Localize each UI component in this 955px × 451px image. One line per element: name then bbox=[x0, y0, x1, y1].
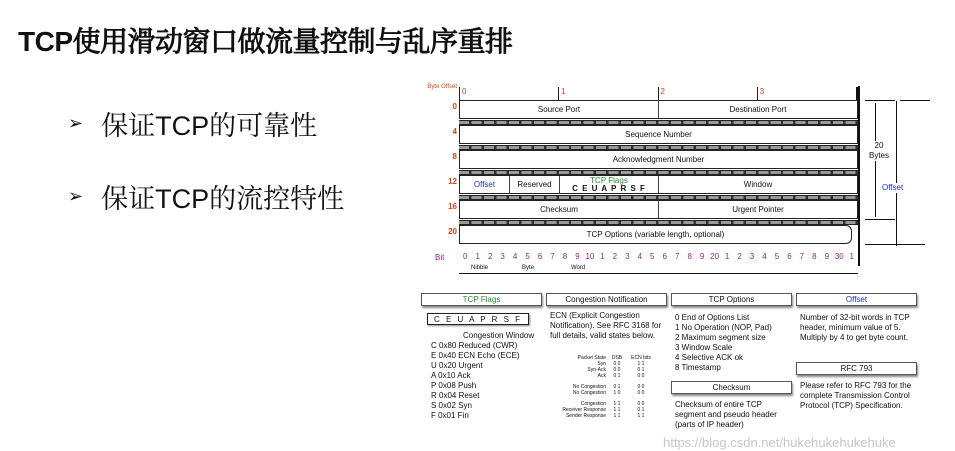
ecn-cell: 0 0 bbox=[637, 401, 645, 407]
legend-options-header: TCP Options bbox=[671, 293, 792, 306]
ecn-cell: Ack bbox=[597, 373, 606, 379]
ecn-row bbox=[550, 413, 665, 419]
field-tcp-flags bbox=[560, 176, 659, 193]
flag-item: P 0x08 Push bbox=[431, 381, 477, 390]
bracket-20-bytes bbox=[865, 100, 895, 220]
field-sequence-number: Sequence Number bbox=[625, 130, 692, 139]
ecn-cell: No Congestion bbox=[572, 384, 606, 390]
tcp-flag-letters: C E U A P R S F bbox=[572, 183, 646, 193]
option-item: 2 Maximum segment size bbox=[675, 333, 766, 342]
label-20-bytes: 20 Bytes bbox=[865, 141, 893, 161]
tcp-flags-label: TCP Flags bbox=[590, 175, 628, 185]
ecn-cell: Congestion bbox=[580, 401, 606, 407]
offset-label: 20 bbox=[448, 227, 457, 236]
legend-rfc-text: Please refer to RFC 793 for the complete Transmission Control Protocol (TCP) Specification. bbox=[800, 381, 912, 410]
bit-number: 4 bbox=[762, 252, 767, 261]
bullet-text: 保证TCP的可靠性 bbox=[101, 111, 318, 141]
bit-number: 30 bbox=[834, 252, 844, 261]
bullet-flow-control bbox=[68, 177, 344, 216]
flag-item: U 0x20 Urgent bbox=[431, 361, 483, 370]
row-ports bbox=[459, 100, 858, 119]
byte-col: 1 bbox=[558, 87, 657, 101]
legend-flag-letters: C E U A P R S F bbox=[427, 313, 529, 325]
ecn-cell: Syn-Ack bbox=[587, 367, 606, 373]
unit-nibble: Nibble bbox=[471, 265, 489, 271]
field-offset: Offset bbox=[460, 176, 510, 193]
bit-number: 7 bbox=[799, 252, 805, 261]
ecn-cell: 0 0 bbox=[637, 390, 645, 396]
option-item: 0 End of Options List bbox=[675, 313, 750, 322]
flag-item: F 0x01 Fin bbox=[431, 411, 469, 420]
unit-byte: Byte bbox=[522, 265, 535, 271]
ecn-cell: ECN bits bbox=[631, 355, 651, 361]
flag-item: C 0x80 Reduced (CWR) bbox=[431, 341, 518, 350]
offset-label: 16 bbox=[448, 202, 457, 211]
ecn-cell: Packet State bbox=[577, 355, 606, 361]
byte-offset-label: Byte Offset bbox=[427, 84, 457, 90]
row-checksum bbox=[459, 200, 858, 219]
arrow-bullet-icon: ➢ bbox=[68, 186, 84, 206]
ecn-cell: 1 1 bbox=[637, 413, 645, 419]
bullet-text: 保证TCP的流控特性 bbox=[101, 184, 345, 214]
bit-number: 1 bbox=[849, 252, 854, 261]
bit-number: 1 bbox=[475, 252, 480, 261]
tcp-header-diagram bbox=[425, 82, 935, 282]
ecn-cell: 1 1 bbox=[637, 361, 645, 367]
offset-label: 4 bbox=[452, 127, 457, 136]
field-checksum: Checksum bbox=[460, 201, 659, 218]
ecn-cell: 0 1 bbox=[613, 373, 621, 379]
bit-number: 7 bbox=[674, 252, 680, 261]
bracket-bottom bbox=[865, 244, 925, 245]
legend-offset-header: Offset bbox=[796, 293, 917, 306]
ecn-state-table bbox=[550, 355, 665, 419]
legend-flags-list bbox=[431, 341, 519, 421]
ecn-cell: 0 1 bbox=[637, 367, 645, 373]
option-item: 8 Timestamp bbox=[675, 363, 721, 372]
row-sequence bbox=[459, 125, 858, 144]
ecn-cell: DSB bbox=[611, 355, 623, 361]
row-ack bbox=[459, 150, 858, 169]
option-item: 3 Window Scale bbox=[675, 343, 733, 352]
bit-number: 3 bbox=[625, 252, 630, 261]
right-border bbox=[858, 86, 860, 266]
bit-number: 1 bbox=[600, 252, 605, 261]
field-ack-number: Acknowledgment Number bbox=[612, 155, 705, 164]
ecn-cell: 0 1 bbox=[613, 384, 621, 390]
bit-number: 9 bbox=[575, 252, 580, 261]
field-urgent-pointer: Urgent Pointer bbox=[732, 205, 784, 214]
ecn-cell: 0 1 bbox=[637, 407, 645, 413]
flag-item: S 0x02 Syn bbox=[431, 401, 472, 410]
bracket-offset bbox=[882, 100, 930, 245]
ecn-cell: Sender Response bbox=[565, 413, 606, 419]
legend-checksum-text: Checksum of entire TCP segment and pseudo header (parts of IP header) bbox=[675, 400, 777, 429]
bit-number: 9 bbox=[699, 252, 705, 261]
bit-number: 5 bbox=[650, 252, 655, 261]
bit-number: 2 bbox=[737, 252, 742, 261]
ecn-cell: 1 0 bbox=[613, 390, 621, 396]
bit-number: 2 bbox=[612, 252, 618, 261]
byte-col: 3 bbox=[757, 87, 858, 101]
arrow-line bbox=[896, 101, 897, 246]
legend-congestion-text: ECN (Explicit Congestion Notification). See RFC 3168 for full details, valid states below. bbox=[550, 311, 662, 340]
offset-label: 8 bbox=[452, 152, 457, 161]
ecn-cell: No Congestion bbox=[572, 390, 606, 396]
bullet-reliability bbox=[68, 104, 317, 143]
option-item: 4 Selective ACK ok bbox=[675, 353, 744, 362]
byte-col: 2 bbox=[658, 87, 757, 101]
ecn-cell: 0 0 bbox=[613, 361, 621, 367]
ecn-cell: Syn bbox=[597, 361, 606, 367]
ecn-cell: 1 1 bbox=[613, 413, 621, 419]
bit-number: 0 bbox=[463, 252, 468, 261]
unit-scale bbox=[459, 265, 858, 274]
bit-number: 4 bbox=[637, 252, 643, 261]
label-offset: Offset bbox=[882, 183, 904, 192]
arrow-bullet-icon: ➢ bbox=[68, 113, 84, 133]
legend-checksum-header: Checksum bbox=[671, 381, 792, 394]
legend-rfc-header: RFC 793 bbox=[796, 362, 917, 375]
bit-numbers bbox=[459, 252, 858, 261]
bit-number: 5 bbox=[774, 252, 780, 261]
legend-flags-header: TCP Flags bbox=[421, 293, 542, 306]
row-flags bbox=[459, 175, 858, 194]
bit-number: 10 bbox=[585, 252, 595, 261]
slide-title: TCP使用滑动窗口做流量控制与乱序重排 bbox=[18, 26, 513, 57]
ecn-row bbox=[550, 390, 665, 396]
legend-options-list bbox=[675, 313, 772, 373]
ecn-cell: 0 0 bbox=[637, 384, 645, 390]
ecn-row bbox=[550, 373, 665, 379]
bit-number: 3 bbox=[749, 252, 755, 261]
bit-number: 2 bbox=[487, 252, 493, 261]
ecn-cell: Receiver Response bbox=[562, 407, 606, 413]
bit-number: 3 bbox=[500, 252, 505, 261]
bit-number: 1 bbox=[724, 252, 730, 261]
field-reserved: Reserved bbox=[510, 176, 560, 193]
option-item: 1 No Operation (NOP, Pad) bbox=[675, 323, 772, 332]
legend-offset-text: Number of 32-bit words in TCP header, minimum value of 5. Multiply by 4 to get byte count. bbox=[800, 313, 910, 342]
flag-item: A 0x10 Ack bbox=[431, 371, 471, 380]
ecn-cell: 1 1 bbox=[613, 401, 621, 407]
bit-number: 6 bbox=[787, 252, 792, 261]
offset-label: 0 bbox=[452, 102, 457, 111]
field-window: Window bbox=[743, 180, 773, 189]
bit-number: 6 bbox=[537, 252, 543, 261]
bit-number: 8 bbox=[812, 252, 817, 261]
bit-number: 7 bbox=[550, 252, 555, 261]
field-source-port: Source Port bbox=[460, 101, 659, 118]
bit-number: 9 bbox=[824, 252, 830, 261]
bit-label: Bit bbox=[435, 253, 445, 262]
bit-number: 8 bbox=[562, 252, 568, 261]
bit-number: 4 bbox=[512, 252, 518, 261]
watermark: https://blog.csdn.net/hukehukehukehuke bbox=[663, 435, 896, 450]
ecn-cell: 0 0 bbox=[637, 373, 645, 379]
field-destination-port: Destination Port bbox=[729, 105, 787, 114]
bit-number: 5 bbox=[525, 252, 530, 261]
bit-number: 6 bbox=[662, 252, 667, 261]
byte-columns bbox=[459, 87, 858, 101]
row-options bbox=[459, 225, 852, 244]
field-options: TCP Options (variable length, optional) bbox=[586, 230, 725, 239]
bit-number: 20 bbox=[710, 252, 720, 261]
ecn-cell: 1 1 bbox=[613, 407, 621, 413]
flag-item: E 0x40 ECN Echo (ECE) bbox=[431, 351, 520, 360]
bit-number: 8 bbox=[687, 252, 692, 261]
offset-label: 12 bbox=[448, 177, 457, 186]
legend-congestion-header: Congestion Notification bbox=[546, 293, 667, 306]
byte-col: 0 bbox=[459, 87, 558, 101]
flag-item: R 0x04 Reset bbox=[431, 391, 480, 400]
legend-flags-heading: Congestion Window bbox=[463, 331, 535, 340]
unit-word: Word bbox=[571, 265, 586, 271]
ecn-cell: 0 0 bbox=[613, 367, 621, 373]
